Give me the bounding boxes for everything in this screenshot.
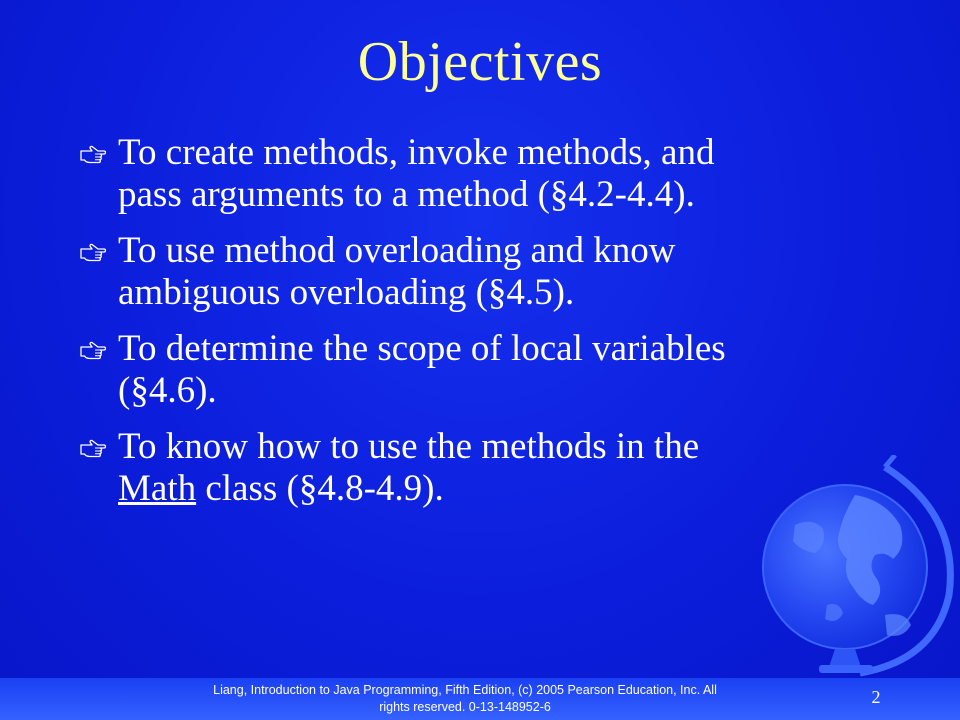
bullet-line: (§4.6).	[118, 370, 217, 411]
objectives-list	[80, 132, 840, 524]
pointing-hand-icon	[80, 142, 106, 166]
list-item	[80, 426, 840, 510]
slide-title: Objectives	[357, 31, 603, 93]
bullet-line: To know how to use the methods in the	[118, 426, 700, 467]
list-item	[80, 328, 840, 412]
globe-icon	[735, 455, 960, 680]
math-class-name: Math	[118, 468, 197, 509]
footer-copyright	[180, 682, 750, 716]
list-item	[80, 132, 840, 216]
bullet-line: class (§4.8-4.9).	[196, 468, 444, 509]
list-item	[80, 230, 840, 314]
page-number: 2	[871, 687, 881, 707]
footer-line: rights reserved. 0-13-148952-6	[379, 700, 551, 714]
pointing-hand-icon	[80, 240, 106, 264]
bullet-line: To determine the scope of local variables	[118, 328, 726, 369]
pointing-hand-icon	[80, 338, 106, 362]
footer-line: Liang, Introduction to Java Programming, Fifth Edition, (c) 2005 Pearson Education, Inc. All	[213, 683, 717, 697]
bullet-line: To create methods, invoke methods, and	[118, 132, 715, 173]
pointing-hand-icon	[80, 436, 106, 460]
bullet-line: ambiguous overloading (§4.5).	[118, 272, 575, 313]
bullet-line: pass arguments to a method (§4.2-4.4).	[118, 174, 695, 215]
bullet-line: To use method overloading and know	[118, 230, 676, 271]
